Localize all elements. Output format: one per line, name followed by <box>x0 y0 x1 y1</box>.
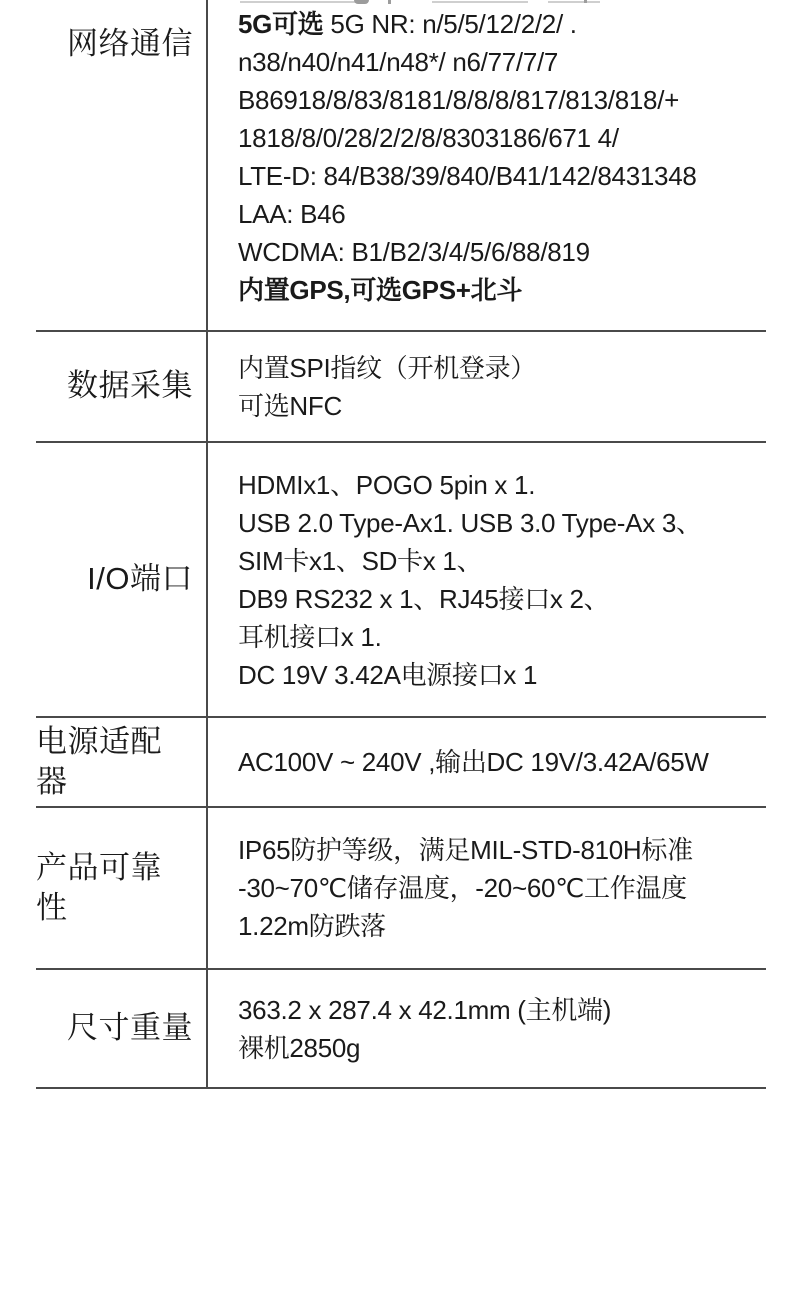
spec-text-segment: 5G NR: n/5/5/12/2/2/ . <box>323 9 577 39</box>
spec-text-segment: 1.22m防跌落 <box>238 911 386 941</box>
spec-row-product-reliability <box>36 808 766 970</box>
spec-line <box>238 656 758 694</box>
spec-text-segment: HDMIx1、POGO 5pin x 1. <box>238 469 536 500</box>
spec-line <box>238 5 758 43</box>
spec-row-io-ports <box>36 443 766 718</box>
spec-line <box>238 271 758 309</box>
clipped-text-remnant <box>432 1 528 3</box>
spec-text-segment: SIM卡x1、SD卡x 1、 <box>238 545 483 576</box>
spec-value-dimensions-weight <box>206 970 766 1087</box>
spec-line <box>238 466 758 504</box>
spec-value-data-acquisition <box>206 332 766 441</box>
spec-line <box>238 81 758 119</box>
spec-text-segment: 363.2 x 287.4 x 42.1mm (主机端) <box>238 994 612 1025</box>
spec-text-segment: 内置SPI指纹（开机登录） <box>238 352 537 383</box>
spec-line <box>238 869 758 907</box>
spec-label-data-acquisition: 数据采集 <box>67 368 193 404</box>
spec-text-segment: 可选NFC <box>238 390 342 421</box>
spec-line <box>238 991 758 1029</box>
spec-label-product-reliability: 产品可靠性 <box>36 849 162 925</box>
spec-line <box>238 618 758 656</box>
spec-row-data-acquisition <box>36 332 766 443</box>
spec-line <box>238 542 758 580</box>
spec-label-power-adapter: 电源适配器 <box>36 723 162 799</box>
spec-row-power-adapter <box>36 718 766 808</box>
spec-row-dimensions-weight <box>36 970 766 1089</box>
clipped-text-remnant <box>240 1 358 3</box>
spec-line <box>238 580 758 618</box>
spec-value-product-reliability <box>206 808 766 968</box>
spec-text-segment: 1818/8/0/28/2/2/8/8303186/671 4/ <box>238 123 619 153</box>
spec-text-segment: USB 2.0 Type-Ax1. USB 3.0 Type-Ax 3、 <box>238 507 702 538</box>
spec-line <box>238 157 758 195</box>
spec-text-segment: WCDMA: B1/B2/3/4/5/6/88/819 <box>238 237 590 267</box>
spec-line <box>238 831 758 869</box>
spec-text-segment: DB9 RS232 x 1、RJ45接口x 2、 <box>238 583 610 614</box>
spec-line <box>238 504 758 542</box>
spec-row-network-communication <box>36 0 766 332</box>
clipped-text-remnant <box>388 0 391 4</box>
spec-value-network-communication <box>206 0 766 330</box>
spec-line <box>238 43 758 81</box>
spec-line <box>238 907 758 945</box>
spec-text-segment: 裸机2850g <box>238 1032 361 1063</box>
spec-text-segment: DC 19V 3.42A电源接口x 1 <box>238 659 538 690</box>
spec-label-network-communication: 网络通信 <box>67 26 193 61</box>
spec-text-segment: 内置GPS,可选GPS+北斗 <box>238 275 523 305</box>
clipped-text-remnant <box>584 0 587 3</box>
spec-line <box>238 743 758 781</box>
spec-text-segment: 5G可选 <box>238 9 324 39</box>
clipped-text-remnant <box>548 1 600 3</box>
spec-line <box>238 119 758 157</box>
spec-value-io-ports <box>206 443 766 716</box>
spec-text-segment: -30~70℃储存温度，-20~60℃工作温度 <box>238 873 687 903</box>
spec-table <box>36 0 766 1089</box>
clipped-text-remnant <box>354 0 369 4</box>
spec-label-dimensions-weight: 尺寸重量 <box>67 1010 193 1046</box>
spec-line <box>238 1029 758 1067</box>
spec-label-io-ports: I/O端口 <box>87 561 193 597</box>
spec-line <box>238 233 758 271</box>
spec-value-power-adapter <box>206 718 766 806</box>
spec-text-segment: AC100V ~ 240V ,输出DC 19V/3.42A/65W <box>238 747 709 777</box>
spec-text-segment: n38/n40/n41/n48*/ n6/77/7/7 <box>238 47 559 77</box>
spec-line <box>238 195 758 233</box>
spec-text-segment: 耳机接口x 1. <box>238 621 382 652</box>
spec-text-segment: B86918/8/83/8181/8/8/8/817/813/818/+ <box>238 85 680 115</box>
spec-text-segment: IP65防护等级，满足MIL-STD-810H标准 <box>238 835 693 865</box>
column-divider-line <box>206 0 208 1089</box>
spec-text-segment: LAA: B46 <box>238 199 346 229</box>
spec-text-segment: LTE-D: 84/B38/39/840/B41/142/8431348 <box>238 161 697 191</box>
spec-line <box>238 387 758 425</box>
spec-line <box>238 349 758 387</box>
